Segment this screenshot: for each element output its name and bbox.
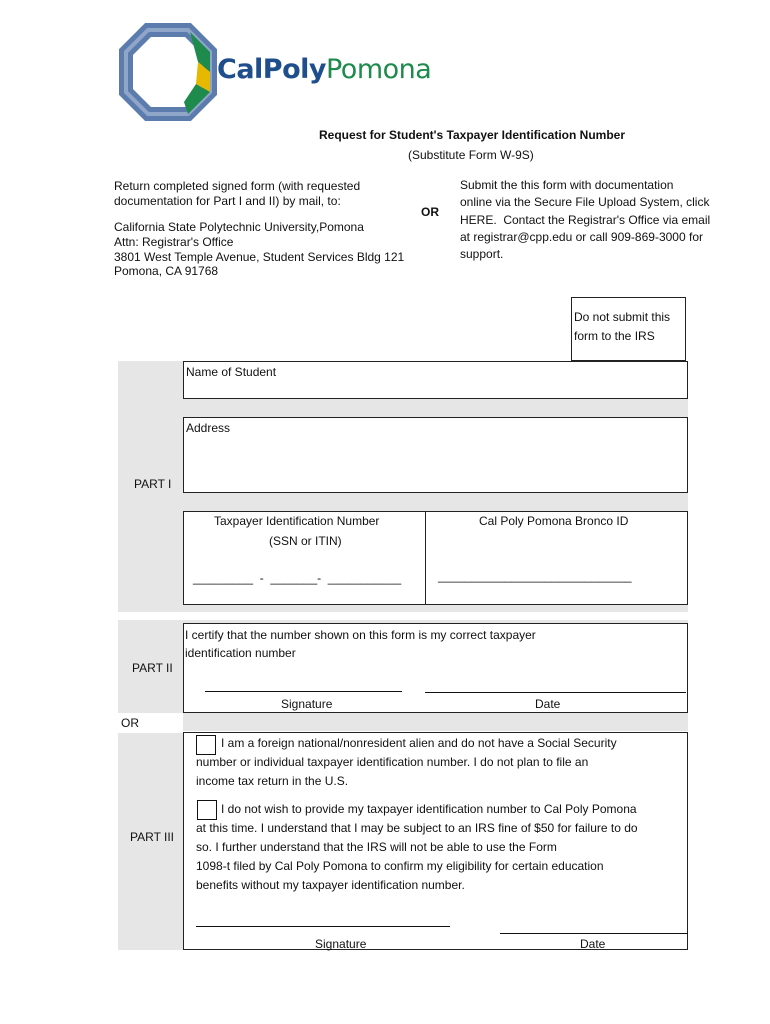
part3-signature-line[interactable]: [196, 926, 450, 927]
option1-line3: income tax return in the U.S.: [196, 774, 349, 788]
irs-note-line1: Do not submit this: [574, 310, 671, 324]
address-label: Address: [186, 421, 231, 435]
decline-tin-checkbox[interactable]: [197, 800, 217, 820]
part3-label: PART III: [130, 830, 175, 844]
part3-date-line[interactable]: [500, 933, 688, 934]
option2-line4: 1098-t filed by Cal Poly Pomona to confirm my eligibility for certain education: [196, 859, 604, 873]
bronco-id-label: Cal Poly Pomona Bronco ID: [479, 514, 629, 528]
irs-note-line2: form to the IRS: [574, 329, 655, 343]
option2-line2: at this time. I understand that I may be subject to an IRS fine of $50 for failure to do: [196, 821, 638, 835]
student-name-label: Name of Student: [186, 365, 277, 379]
tin-label: Taxpayer Identification Number: [214, 514, 380, 528]
mail-address-2: Attn: Registrar's Office: [114, 235, 234, 249]
part2-signature-line[interactable]: [205, 691, 402, 692]
form-title: Request for Student's Taxpayer Identification Number: [319, 128, 626, 142]
option1-line2: number or individual taxpayer identification number. I do not plan to file an: [196, 755, 589, 769]
online-instruction-2[interactable]: online via the Secure File Upload System, click: [460, 195, 710, 209]
option2-line5: benefits without my taxpayer identification number.: [196, 878, 465, 892]
part2-signature-label: Signature: [281, 697, 333, 711]
part3-date-label: Date: [580, 937, 606, 951]
part2-label: PART II: [132, 661, 173, 675]
logo: [118, 22, 448, 122]
form-subtitle: (Substitute Form W-9S): [408, 148, 534, 162]
bronco-id-blank: _____________________________: [438, 569, 632, 583]
online-instruction-4: at registrar@cpp.edu or call 909-869-3000 for: [460, 230, 703, 244]
part2-date-label: Date: [535, 697, 561, 711]
mail-instruction-2: documentation for Part I and II) by mail, to:: [114, 194, 341, 208]
part3-signature-label: Signature: [315, 937, 367, 951]
logo-pomona-text: Pomona: [325, 54, 432, 85]
tin-blank: _________ - _______- ___________: [193, 571, 402, 585]
address-field[interactable]: [183, 417, 688, 493]
online-instruction-3[interactable]: HERE. Contact the Registrar's Office via email: [460, 213, 711, 227]
mail-address-4: Pomona, CA 91768: [114, 264, 219, 278]
mail-address-1: California State Polytechnic University,Pomona: [114, 220, 364, 234]
online-instruction-5: support.: [460, 247, 504, 261]
certification-line2: identification number: [185, 646, 296, 660]
part2-date-line[interactable]: [425, 692, 686, 693]
or-label: OR: [421, 205, 439, 219]
cpp-octagon-logo-icon: [118, 22, 218, 122]
option1-line1: I am a foreign national/nonresident alien and do not have a Social Security: [221, 736, 617, 750]
certification-line1: I certify that the number shown on this form is my correct taxpayer: [185, 628, 536, 642]
mail-instruction-1: Return completed signed form (with requested: [114, 179, 361, 193]
or-between-parts: OR: [121, 716, 139, 730]
online-instruction-1: Submit the this form with documentation: [460, 178, 674, 192]
option2-line3: so. I further understand that the IRS will not be able to use the Form: [196, 840, 557, 854]
mail-address-3: 3801 West Temple Avenue, Student Services Bldg 121: [114, 250, 405, 264]
logo-calpoly-text: CalPoly: [217, 54, 326, 85]
option2-line1: I do not wish to provide my taxpayer identification number to Cal Poly Pomona: [221, 802, 637, 816]
part1-label: PART I: [134, 477, 172, 491]
foreign-national-checkbox[interactable]: [196, 735, 216, 755]
tin-sublabel: (SSN or ITIN): [269, 534, 342, 548]
